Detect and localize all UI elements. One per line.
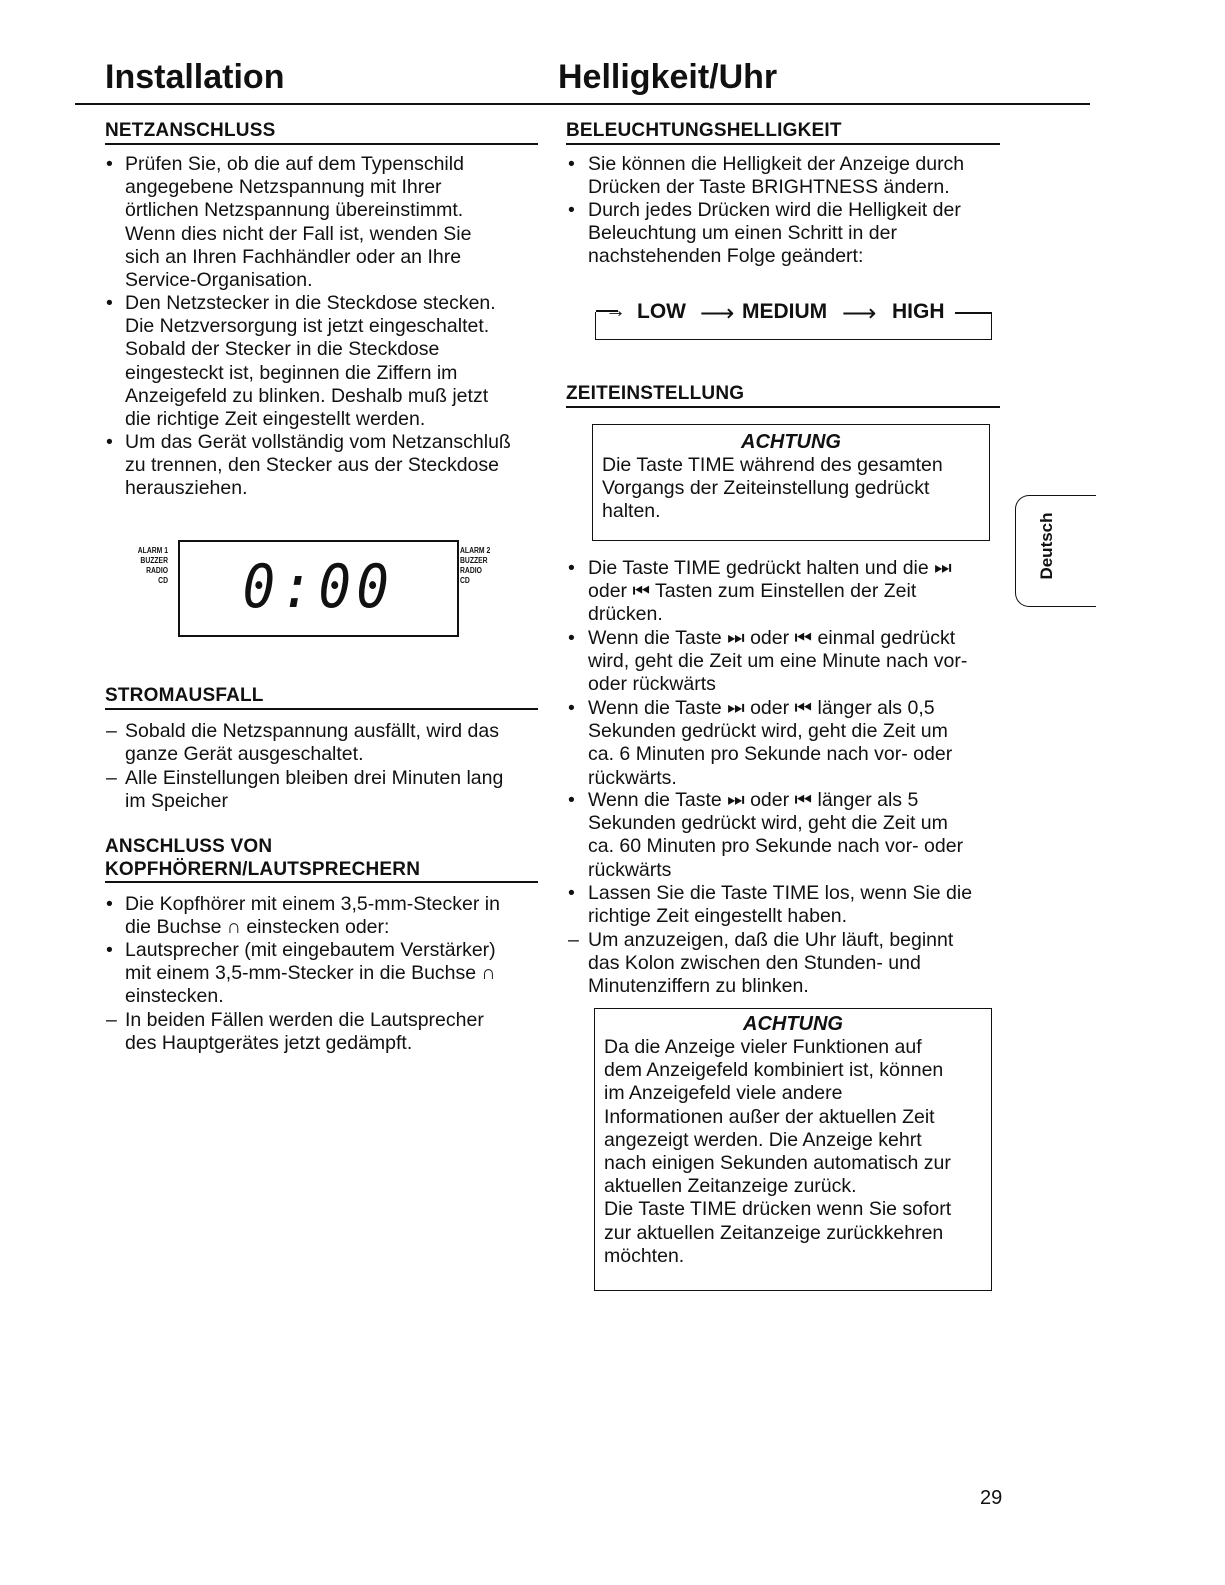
lcd-display — [178, 540, 459, 637]
display-time: 0:00 — [242, 552, 395, 622]
bullet: • — [568, 882, 575, 904]
list-item: Wenn die Taste ⏭ oder ⏮ länger als 0,5 Sekunden gedrückt wird, geht die Zeit um ca. 6 Minuten pro Sekunde nach vor- oder rückwärts. — [588, 697, 953, 789]
list-item: Um das Gerät vollständig vom Netzanschluß zu trennen, den Stecker aus der Steckdose herausziehen. — [125, 431, 511, 500]
heading-rule — [105, 708, 538, 710]
note-box-achtung — [592, 424, 990, 541]
list-item: Prüfen Sie, ob die auf dem Typenschild angegebene Netzspannung mit Ihrer örtlichen Netzspannung übereinstimmt. Wenn dies nicht der Fall ist, wenden Sie sich an Ihren Fachhändler oder an Ihre Service-Organisation. — [125, 153, 472, 292]
list-item: Wenn die Taste ⏭ oder ⏮ einmal gedrückt wird, geht die Zeit um eine Minute nach vor- oder rückwärts — [588, 627, 968, 696]
dash: – — [106, 1009, 117, 1031]
display-right-labels: ALARM 2 BUZZER RADIO CD — [460, 546, 491, 585]
bullet: • — [568, 789, 575, 811]
list-item: Um anzuzeigen, daß die Uhr läuft, beginnt das Kolon zwischen den Stunden- und Minutenziffern zu blinken. — [588, 929, 954, 998]
language-tab-label: Deutsch — [1037, 512, 1056, 580]
list-item: In beiden Fällen werden die Lautsprecher des Hauptgerätes jetzt gedämpft. — [125, 1009, 484, 1055]
note-title: ACHTUNG — [741, 431, 841, 453]
section-heading-stromausfall: STROMAUSFALL — [105, 685, 264, 706]
list-item: Durch jedes Drücken wird die Helligkeit der Beleuchtung um einen Schritt in der nachstehenden Folge geändert: — [588, 199, 961, 268]
sequence-low: LOW — [637, 300, 686, 323]
note-text: Da die Anzeige vieler Funktionen auf dem Anzeigefeld kombiniert ist, können im Anzeigefeld viele andere Informationen außer der aktuellen Zeit angezeigt werden. Die Anzeige kehrt nach einigen Sekunden automatisch zur aktuellen Zeitanzeige zurück. Die Taste TIME drücken wenn Sie sofort zur aktuellen Zeitanzeige zurückkehren möchten. — [604, 1036, 952, 1267]
title-rule — [75, 103, 1090, 105]
note-box-achtung-2 — [594, 1008, 992, 1291]
section-heading-kopfhoerer: ANSCHLUSS VON KOPFHÖRERN/LAUTSPRECHERN — [105, 836, 421, 880]
dash: – — [106, 720, 117, 742]
heading-rule — [566, 143, 1000, 145]
arrow-icon: ⟶ — [842, 300, 877, 327]
dash: – — [106, 767, 117, 789]
list-item: Die Kopfhörer mit einem 3,5-mm-Stecker in die Buchse ∩ einstecken oder: — [125, 893, 500, 939]
bullet: • — [106, 939, 113, 961]
heading-rule — [566, 406, 1000, 408]
list-item: Lautsprecher (mit eingebautem Verstärker) mit einem 3,5-mm-Stecker in die Buchse ∩ einstecken. — [125, 939, 496, 1008]
left-page-title: Installation — [105, 58, 285, 96]
arrow-icon: ⟶ — [700, 300, 735, 327]
bullet: • — [568, 153, 575, 175]
list-item: Die Taste TIME gedrückt halten und die ⏭ oder ⏮ Tasten zum Einstellen der Zeit drücken. — [588, 557, 952, 626]
right-page-title: Helligkeit/Uhr — [558, 58, 778, 96]
list-item: Alle Einstellungen bleiben drei Minuten lang im Speicher — [125, 767, 504, 813]
sequence-high: HIGH — [892, 300, 945, 323]
list-item: Den Netzstecker in die Steckdose stecken. Die Netzversorgung ist jetzt eingeschaltet. Sobald der Stecker in die Steckdose eingesteckt ist, beginnen die Ziffern im Anzeigefeld zu blinken. Deshalb muß jetzt die richtige Zeit eingestellt werden. — [125, 292, 496, 431]
bullet: • — [106, 153, 113, 175]
arrow-icon: → — [605, 299, 626, 322]
note-text: Die Taste TIME während des gesamten Vorgangs der Zeiteinstellung gedrückt halten. — [602, 454, 943, 523]
section-heading-zeiteinstellung: ZEITEINSTELLUNG — [566, 383, 745, 404]
list-item: Sie können die Helligkeit der Anzeige durch Drücken der Taste BRIGHTNESS ändern. — [588, 153, 965, 199]
list-item: Lassen Sie die Taste TIME los, wenn Sie die richtige Zeit eingestellt haben. — [588, 882, 973, 928]
bullet: • — [106, 431, 113, 453]
list-item: Sobald die Netzspannung ausfällt, wird das ganze Gerät ausgeschaltet. — [125, 720, 499, 766]
bullet: • — [568, 199, 575, 221]
display-left-labels: ALARM 1 BUZZER RADIO CD — [137, 546, 168, 585]
bullet: • — [106, 893, 113, 915]
dash: – — [568, 929, 579, 951]
bullet: • — [568, 557, 575, 579]
list-item: Wenn die Taste ⏭ oder ⏮ länger als 5 Sekunden gedrückt wird, geht die Zeit um ca. 60 Minuten pro Sekunde nach vor- oder rückwärts — [588, 789, 964, 881]
note-title: ACHTUNG — [743, 1013, 843, 1035]
heading-rule — [105, 881, 538, 883]
section-heading-netzanschluss: NETZANSCHLUSS — [105, 120, 276, 141]
bullet: • — [568, 697, 575, 719]
sequence-medium: MEDIUM — [742, 300, 828, 323]
language-tab — [1015, 495, 1096, 607]
bullet: • — [106, 292, 113, 314]
bracket-top-right — [955, 312, 991, 314]
section-heading-beleuchtung: BELEUCHTUNGSHELLIGKEIT — [566, 120, 842, 141]
heading-rule — [105, 143, 538, 145]
page-number: 29 — [980, 1487, 1003, 1509]
bullet: • — [568, 627, 575, 649]
